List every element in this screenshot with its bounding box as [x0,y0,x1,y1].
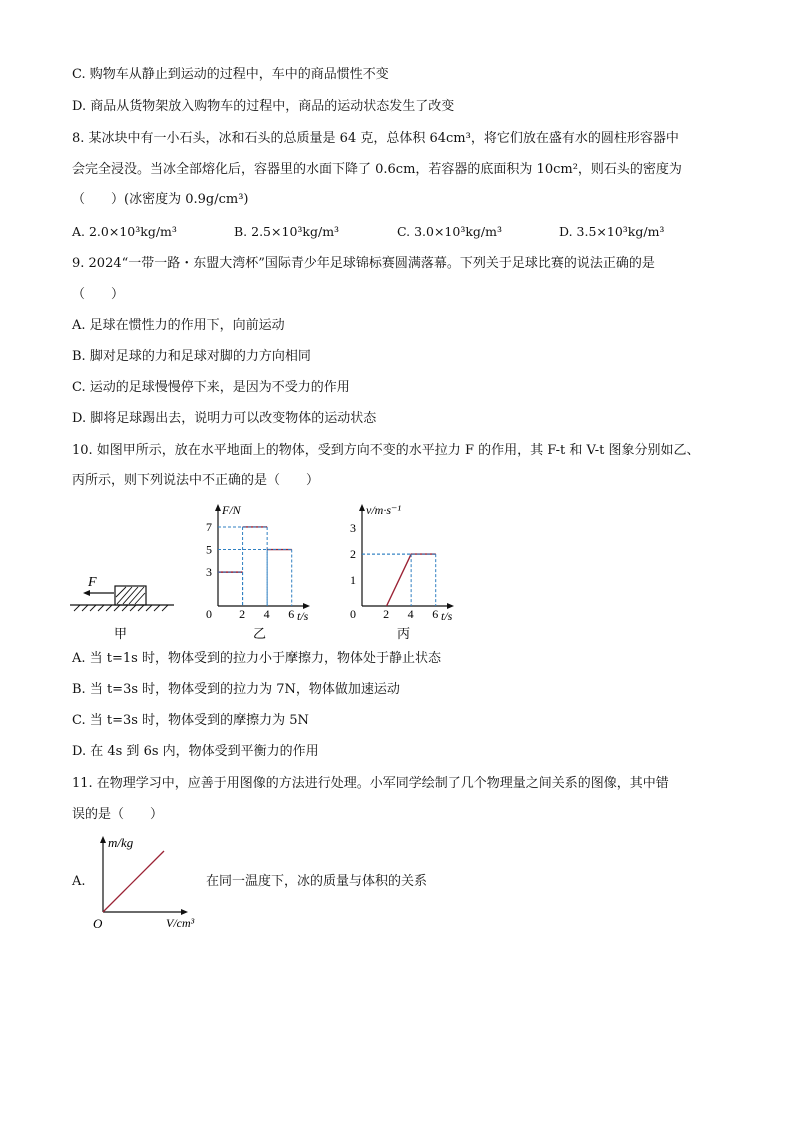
y-tick-label: 7 [206,519,212,534]
graph-y-label: m/kg [108,835,134,850]
figure-jia [66,568,178,644]
q8-option-d: D. 3.5×10³kg/m³ [559,224,665,239]
q10-stem-line1: 10. 如图甲所示，放在水平地面上的物体，受到方向不变的水平拉力 F 的作用，其 F-t 和 V-t 图象分别如乙、 [72,443,700,458]
q10-stem-line2: 丙所示，则下列说法中不正确的是（ ） [72,473,320,488]
x-tick-label: 2 [239,607,246,621]
graph-x-label: V/cm³ [166,916,195,930]
chart-f-t [188,504,328,644]
q9-option-d: D. 脚将足球踢出去，说明力可以改变物体的运动状态 [72,411,377,426]
chart-caption: 乙 [253,626,267,641]
graph-y-arrow [100,836,106,843]
q9-stem-line1: 9. 2024“一带一路・东盟大湾杯”国际青少年足球锦标赛圆满落幕。下列关于足球比赛的说法正确的是 [72,256,655,271]
force-label: F [88,575,97,590]
graph-mass-volume [86,832,214,932]
y-tick-label: 3 [206,565,212,580]
q10-option-c: C. 当 t=3s 时，物体受到的摩擦力为 5N [72,713,309,728]
y-axis-label: F/N [222,504,241,517]
q11-option-a-text: 在同一温度下，冰的质量与体积的关系 [206,874,428,889]
ground-hatching [74,605,168,611]
q10-option-a: A. 当 t=1s 时，物体受到的拉力小于摩擦力，物体处于静止状态 [72,651,441,666]
x-axis-label: t/s [441,609,453,623]
q11-stem-line2: 误的是（ ） [72,807,164,822]
chart-v-t [332,504,472,644]
q11-option-a-letter: A. [72,874,86,889]
y-tick-label: 1 [350,573,356,588]
chart-caption: 丙 [397,626,411,641]
graph-origin: O [93,916,103,931]
y-tick-label: 5 [206,542,212,557]
y-axis-arrow [359,504,365,511]
q7-option-d: D. 商品从货物架放入购物车的过程中，商品的运动状态发生了改变 [72,99,455,114]
y-tick-label: 3 [350,521,356,536]
force-arrowhead [83,590,90,596]
x-tick-label: 0 [206,607,212,621]
q11-stem-line1: 11. 在物理学习中，应善于用图像的方法进行处理。小军同学绘制了几个物理量之间关系的图像，其中错 [72,776,669,791]
x-tick-label: 4 [263,607,270,621]
y-axis-arrow [215,504,221,511]
q10-option-d: D. 在 4s 到 6s 内，物体受到平衡力的作用 [72,744,319,759]
y-tick-label: 2 [350,547,356,562]
x-tick-label: 6 [432,607,439,621]
q9-option-b: B. 脚对足球的力和足球对脚的力方向相同 [72,349,311,364]
graph-line [103,851,164,912]
graph-x-arrow [181,909,188,915]
x-tick-label: 2 [383,607,390,621]
q8-option-c: C. 3.0×10³kg/m³ [397,224,502,239]
q10-option-b: B. 当 t=3s 时，物体受到的拉力为 7N，物体做加速运动 [72,682,400,697]
q9-option-c: C. 运动的足球慢慢停下来，是因为不受力的作用 [72,380,350,395]
q7-option-c: C. 购物车从静止到运动的过程中，车中的商品惯性不变 [72,67,389,82]
q8-option-b: B. 2.5×10³kg/m³ [234,224,340,239]
y-axis-label: v/m·s⁻¹ [366,504,401,517]
x-tick-label: 4 [407,607,414,621]
q8-stem-line3: （ ）(冰密度为 0.9g/cm³) [72,192,249,207]
figure-jia-caption: 甲 [114,626,128,641]
q8-stem-line1: 8. 某冰块中有一小石头，冰和石头的总质量是 64 克，总体积 64cm³，将它们放在盛有水的圆柱形容器中 [72,131,679,146]
q9-option-a: A. 足球在惯性力的作用下，向前运动 [72,318,285,333]
q8-stem-line2: 会完全浸没。当冰全部熔化后，容器里的水面下降了 0.6cm，若容器的底面积为 10cm²，则石头的密度为 [72,162,682,177]
x-tick-label: 6 [288,607,295,621]
x-axis-label: t/s [297,609,309,623]
q9-stem-line2: （ ） [72,287,125,302]
q8-option-a: A. 2.0×10³kg/m³ [72,224,177,239]
x-tick-label: 0 [350,607,356,621]
